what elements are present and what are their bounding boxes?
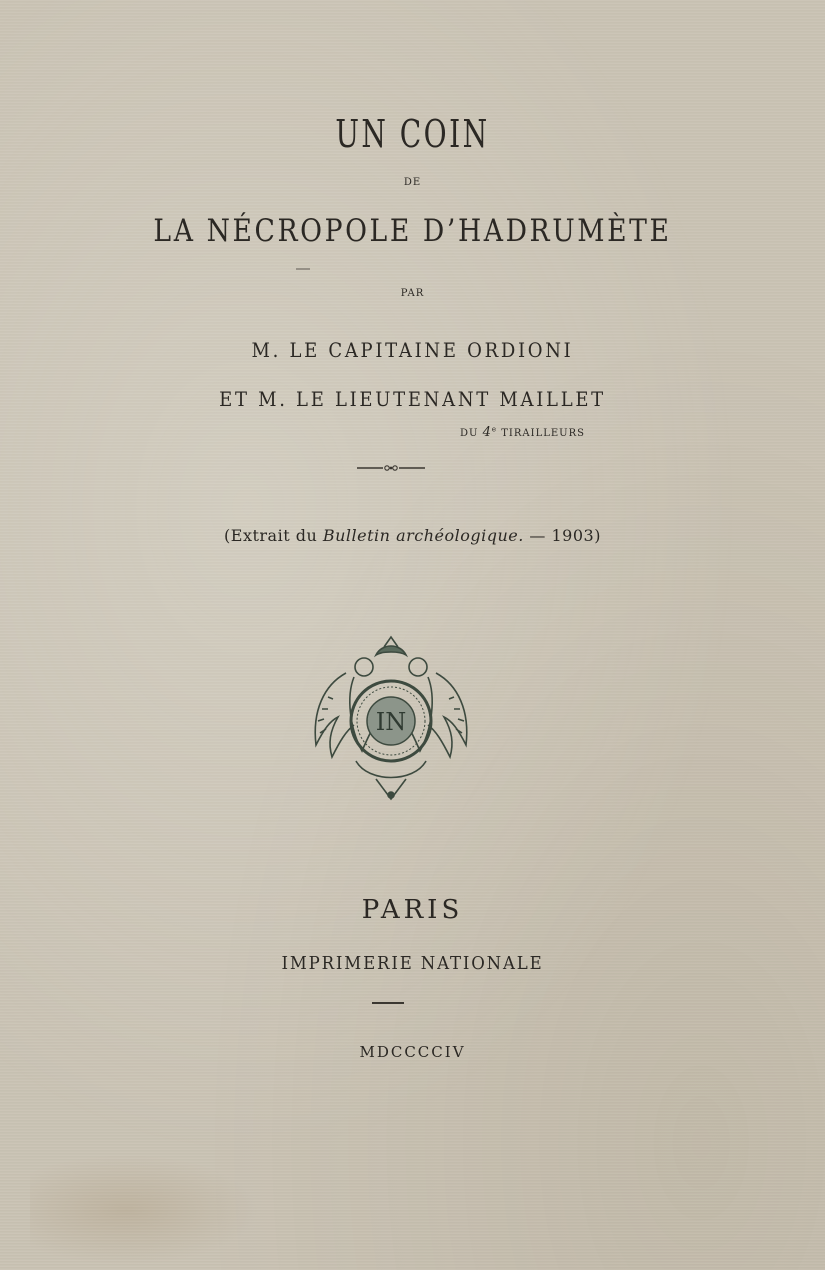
regiment-du: DU	[460, 428, 479, 439]
imprimerie-nationale-seal-icon	[306, 633, 476, 805]
printer: IMPRIMERIE NATIONALE	[281, 953, 544, 974]
regiment-name: TIRAILLEURS	[501, 428, 585, 439]
extract-suffix: — 1903)	[523, 526, 601, 545]
paper-stain	[30, 1150, 270, 1270]
author-1: M. LE CAPITAINE ORDIONI	[251, 338, 574, 362]
regiment-suffix: e	[491, 425, 498, 434]
subtitle: LA NÉCROPOLE D’HADRUMÈTE	[153, 213, 672, 249]
svg-text:IN: IN	[375, 708, 407, 736]
regiment	[110, 425, 825, 440]
by-label: PAR	[400, 288, 425, 299]
divider-rule	[372, 1002, 404, 1004]
small-dash	[296, 268, 310, 270]
extract-note	[0, 526, 825, 545]
publication-year: MDCCCCIV	[359, 1043, 466, 1061]
regiment-number: 4	[482, 425, 492, 440]
title-connector: DE	[403, 177, 422, 188]
author-2: ET M. LE LIEUTENANT MAILLET	[219, 387, 606, 411]
ornamental-rule-icon	[355, 461, 427, 475]
city: PARIS	[361, 895, 464, 925]
extract-journal: Bulletin archéologique.	[322, 526, 524, 545]
extract-prefix: (Extrait du	[224, 526, 323, 545]
title: UN COIN	[335, 112, 490, 156]
